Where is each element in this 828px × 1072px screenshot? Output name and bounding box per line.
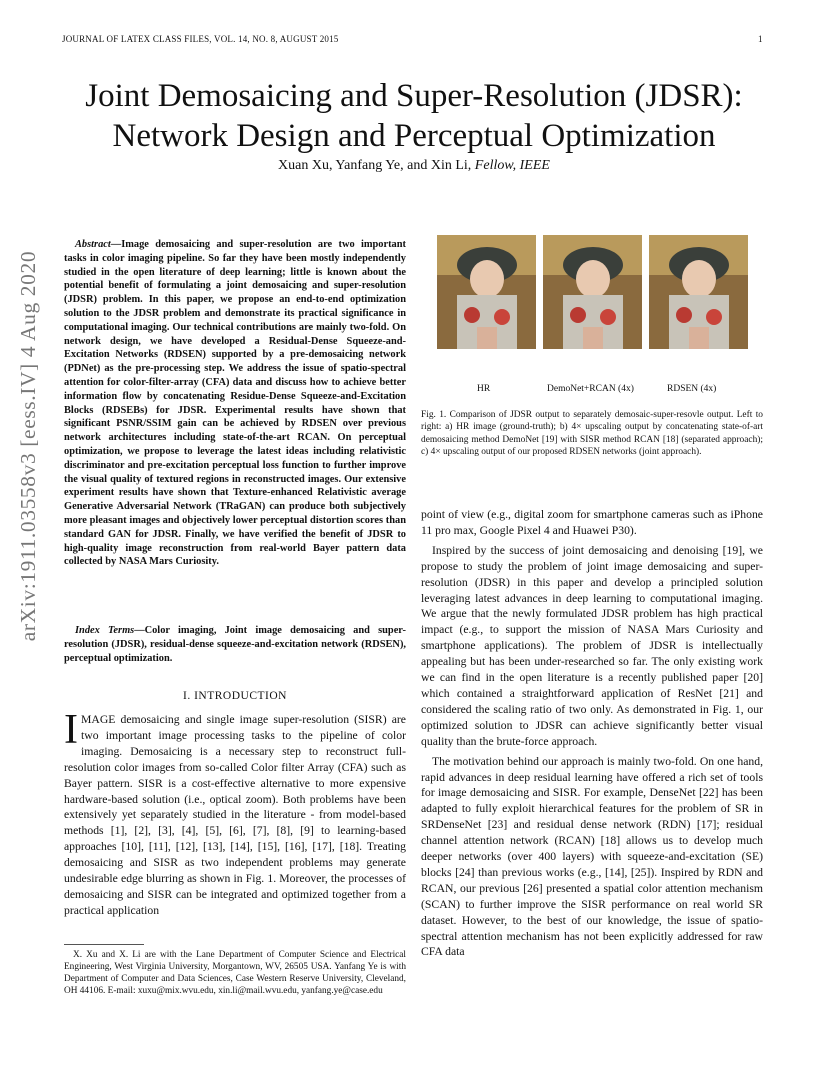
dropcap-letter: I — [64, 707, 78, 753]
arxiv-stamp: arXiv:1911.03558v3 [eess.IV] 4 Aug 2020 — [16, 250, 40, 642]
figure-label-demonet-rcan: DemoNet+RCAN (4x) — [547, 384, 634, 394]
abstract — [64, 238, 406, 569]
figure-caption: Fig. 1. Comparison of JDSR output to separately demosaic-super-resovle output. Left to right: a) HR image (ground-truth); b) 4× upscaling output by concatenating state-of-art demosaicing method DemoNet [19] with SISR method RCAN [18] (separated approach); c) 4× upscaling output of our proposed RDSEN networks (joint approach). — [421, 410, 763, 458]
intro-text: demosaicing and single image super-resolution (SISR) are two important image processing tasks to the pipeline of color imaging. Demosaicing is a necessary step to reconstruct full-resolution color images from so-called Color filter Array (CFA) such as Bayer pattern. SISR is a cost-effective alternative to more expensive hardware-based solution (i.e., optical zoom). Both problems have been extensively yet separately studied in the literature - from model-based methods [1], [2], [3], [4], [5], [6], [7], [8], [9] to learning-based approaches [10], [11], [12], [13], [14], [15], [16], [17], [18]. Treating demosaicing and SISR as two independent problems may generate undesirable edge blurring as shown in Fig. 1. Moreover, the processes of demosaicing and SISR can be integrated and optimized together from a practical application — [64, 713, 406, 917]
abstract-text: —Image demosaicing and super-resolution are two important tasks in color imaging pipeline. So far they have been mostly independently studied in the open literature of deep learning; little is known about the potential benefit of formulating a joint demosaicing and super-resolution (JDSR) problem. In this paper, we propose an end-to-end optimization solution to the JDSR problem and demonstrate its practical significance in computational imaging. Our technical contributions are mainly two-fold. On network design, we have developed a Residual-Dense Squeeze-and-Excitation Networks (RDSEN) supported by a pre-demosaicing network (PDNet) as the pre-processing step. We address the issue of spatio-spectral attention for color-filter-array (CFA) data and discuss how to achieve better information flow by concatenating Residue-Dense Squeeze-and-Excitation Blocks (RDSEBs) for JDSR. Experimental results have shown that significant PSNR/SSIM gain can be achieved by RDSEN over previous network architectures including state-of-the-art RCAN. On perceptual optimization, we propose to leverage the latest ideas including relativistic discriminator and pre-excitation perceptual loss function to further improve the visual quality of textured regions in reconstructed images. Our extensive experiment results have shown that Texture-enhanced Relativistic average Generative Adversarial Network (TRaGAN) can produce both subjectively more pleasant images and objectively lower perceptual distortion scores than standard GAN for JDSR. Finally, we have verified the benefit of JDSR to high-quality image reconstruction from real-world Bayer pattern data collected by NASA Mars Curiosity. — [64, 239, 406, 568]
footnote: X. Xu and X. Li are with the Lane Department of Computer Science and Electrical Engineering, West Virginia University, Morgantown, WV, 26505 USA. Yanfang Ye is with Department of Computer and Data Sciences, Case Western Reserve University, Cleveland, OH 44106. E-mail: xuxu@mix.wvu.edu, xin.li@mail.wvu.edu, yanfang.ye@case.edu — [64, 950, 406, 996]
section-heading: I. INTRODUCTION — [183, 690, 287, 702]
figure-image-rdsen — [649, 235, 748, 349]
body-paragraph-2: Inspired by the success of joint demosaicing and denoising [19], we propose to study the problem of joint image demosaicing and super-resolution (JDSR) in this paper and develop a principled solution leveraging latest advances in deep learning to computational imaging. We argue that the newly formulated JDSR problem has high practical impact (e.g., to support the mission of NASA Mars Curiosity and smartphone applications). The problem of JDSR is intellectually appealing but has been under-researched so far. The only existing work we can find in the open literature is a recently published paper [20] which contained a straightforward application of ResNet [21] and considered the scaling ratio of two only. As demonstrated in Fig. 1, our optimized solution to JDSR can achieve significantly better visual quality than the brute-force approach. — [421, 543, 763, 748]
index-terms-lead: Index Terms — [75, 625, 135, 636]
author-fellow: Fellow, IEEE — [474, 158, 550, 173]
intro-paragraph — [64, 707, 406, 919]
title-line-2: Network Design and Perceptual Optimization — [112, 118, 716, 154]
title-line-1: Joint Demosaicing and Super-Resolution (JDSR): — [85, 78, 743, 114]
figure-image-demonet-rcan — [543, 235, 642, 349]
figure-label-rdsen: RDSEN (4x) — [667, 384, 717, 394]
index-terms-text: —Color imaging, Joint image demosaicing and super-resolution (JDSR), residual-dense squeeze-and-excitation network (RDSEN), perceptual optimization. — [64, 625, 406, 664]
author-line — [40, 158, 788, 174]
abstract-lead: Abstract — [75, 239, 111, 250]
body-paragraph-1: point of view (e.g., digital zoom for smartphone cameras such as iPhone 11 pro max, Google Pixel 4 and Huawei P30). — [421, 508, 763, 537]
body-paragraph-3: The motivation behind our approach is mainly two-fold. On one hand, rapid advances in deep residual learning have offered a rich set of tools for image demosaicing and SISR. For example, DenseNet [22] has been adapted to fully exploit hierarchical features for the problem of SR in SRDenseNet [23] and residual dense network (RDN) [17]; residual channel attention network (RCAN) [18] allows us to develop much deeper networks (over 400 layers) with squeeze-and-excitation (SE) blocks [24] than previous works (e.g., [14], [25]). Inspired by RDN and RCAN, our previous [26] presented a spatial color attention mechanism (SCAN) to further improve the SISR performance on real world SR dataset. However, to the best of our knowledge, the issue of spatio-spectral attention mechanism has not been explicitly addressed for raw CFA data — [421, 754, 763, 959]
figure-image-hr — [437, 235, 536, 349]
figure-1 — [437, 235, 753, 349]
intro-first-word: MAGE — [81, 713, 116, 726]
running-header: JOURNAL OF LATEX CLASS FILES, VOL. 14, NO. 8, AUGUST 2015 — [62, 34, 339, 44]
footnote-divider — [64, 944, 144, 945]
index-terms — [64, 624, 406, 665]
page-number: 1 — [758, 34, 763, 44]
paper-title — [40, 76, 788, 156]
right-column-body — [421, 507, 763, 960]
author-names: Xuan Xu, Yanfang Ye, and Xin Li, — [278, 158, 472, 173]
figure-label-hr: HR — [477, 384, 491, 394]
